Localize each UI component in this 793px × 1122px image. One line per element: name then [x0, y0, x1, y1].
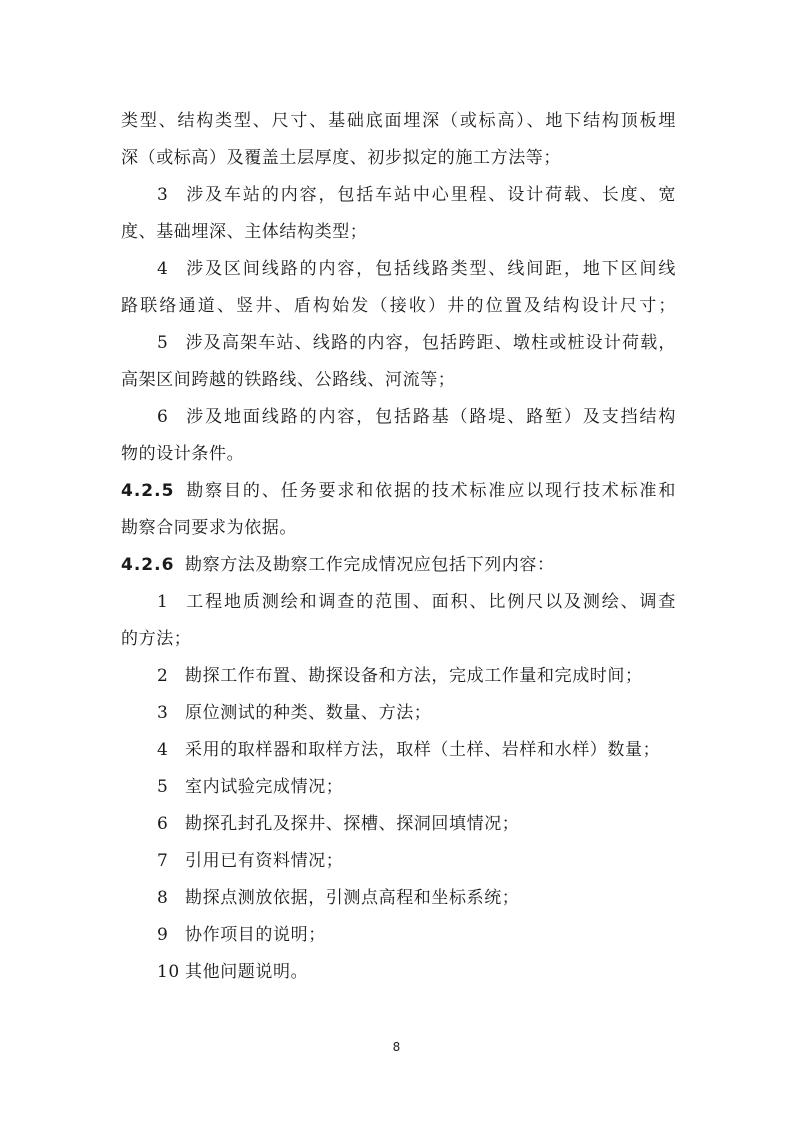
line-text: 类型、结构类型、尺寸、基础底面埋深（或标高）、地下结构顶板埋 — [121, 111, 676, 131]
list-item — [121, 695, 676, 732]
list-item — [121, 584, 676, 621]
item-text: 勘探孔封孔及探井、探槽、探洞回填情况； — [185, 814, 520, 834]
item-number: 7 — [157, 851, 169, 871]
text-line — [121, 510, 676, 547]
item-text: 涉及区间线路的内容，包括线路类型、线间距，地下区间线 — [185, 259, 676, 279]
list-item — [121, 399, 676, 436]
item-text: 工程地质测绘和调查的范围、面积、比例尺以及测绘、调查 — [185, 592, 676, 612]
text-line — [121, 436, 676, 473]
item-number: 6 — [157, 407, 169, 427]
item-text: 采用的取样器和取样方法，取样（土样、岩样和水样）数量； — [185, 740, 661, 760]
line-text: 路联络通道、竖井、盾构始发（接收）井的位置及结构设计尺寸； — [121, 296, 676, 316]
list-item — [121, 769, 676, 806]
text-line — [121, 103, 676, 140]
text-line — [121, 214, 676, 251]
list-item — [121, 880, 676, 917]
item-text: 室内试验完成情况； — [185, 777, 344, 797]
item-number: 3 — [157, 185, 169, 205]
item-number: 8 — [157, 888, 169, 908]
text-line — [121, 140, 676, 177]
list-item — [121, 251, 676, 288]
line-text: 勘察合同要求为依据。 — [121, 518, 297, 538]
item-text: 原位测试的种类、数量、方法； — [185, 703, 432, 723]
item-number: 3 — [157, 703, 169, 723]
item-number: 4 — [157, 740, 169, 760]
item-number: 5 — [157, 333, 169, 353]
line-text: 度、基础埋深、主体结构类型； — [121, 222, 368, 242]
list-item — [121, 954, 676, 991]
page-number: 8 — [392, 1040, 401, 1054]
item-number: 1 — [157, 592, 169, 612]
line-text: 深（或标高）及覆盖土层厚度、初步拟定的施工方法等； — [121, 148, 561, 168]
item-number: 2 — [157, 666, 169, 686]
section-number: 4.2.5 — [121, 481, 175, 501]
body-text — [121, 103, 676, 991]
list-item — [121, 325, 676, 362]
list-item — [121, 732, 676, 769]
item-text: 涉及地面线路的内容，包括路基（路堤、路堑）及支挡结构 — [185, 407, 676, 427]
section-number: 4.2.6 — [121, 555, 175, 575]
item-text: 涉及车站的内容，包括车站中心里程、设计荷载、长度、宽 — [185, 185, 676, 205]
item-number: 6 — [157, 814, 169, 834]
item-number: 4 — [157, 259, 169, 279]
section-clause — [121, 473, 676, 510]
item-number: 5 — [157, 777, 169, 797]
text-line — [121, 362, 676, 399]
item-text: 涉及高架车站、线路的内容，包括跨距、墩柱或桩设计荷载， — [185, 333, 676, 353]
item-number: 9 — [157, 925, 169, 945]
text-line — [121, 621, 676, 658]
item-text: 勘探工作布置、勘探设备和方法，完成工作量和完成时间； — [185, 666, 643, 686]
text-line — [121, 288, 676, 325]
list-item — [121, 658, 676, 695]
section-clause — [121, 547, 676, 584]
line-text: 物的设计条件。 — [121, 444, 245, 464]
list-item — [121, 177, 676, 214]
line-text: 的方法； — [121, 629, 192, 649]
item-text: 引用已有资料情况； — [185, 851, 344, 871]
section-text: 勘察方法及勘察工作完成情况应包括下列内容： — [185, 555, 555, 575]
list-item — [121, 843, 676, 880]
item-text: 勘探点测放依据，引测点高程和坐标系统； — [185, 888, 520, 908]
list-item — [121, 806, 676, 843]
item-text: 协作项目的说明； — [185, 925, 326, 945]
section-text: 勘察目的、任务要求和依据的技术标准应以现行技术标准和 — [185, 481, 676, 501]
item-number: 10 — [157, 962, 180, 982]
item-text: 其他问题说明。 — [185, 962, 309, 982]
line-text: 高架区间跨越的铁路线、公路线、河流等； — [121, 370, 456, 390]
list-item — [121, 917, 676, 954]
